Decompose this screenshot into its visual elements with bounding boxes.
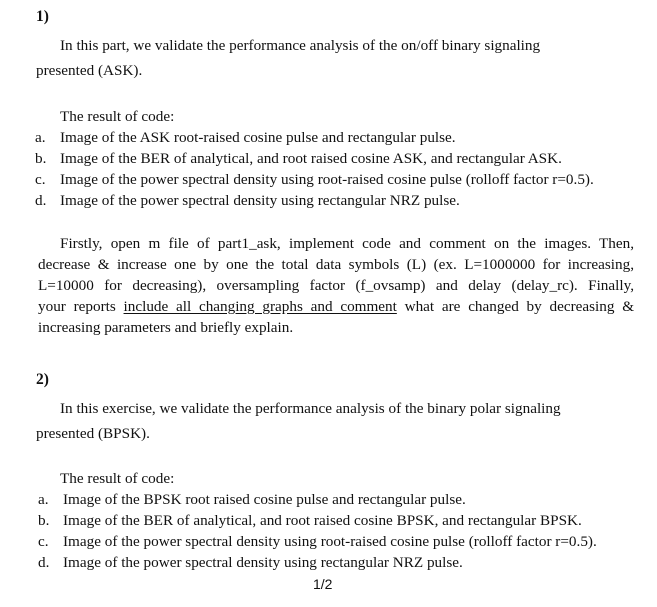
- instructions-line-1: Firstly, open m file of part1_ask, implement code and comment on the images. Then,: [60, 235, 634, 252]
- underlined-requirement: include all changing graphs and comment: [123, 298, 397, 315]
- section-2-item-a-marker: a.: [38, 491, 49, 508]
- section-2-number: 2): [36, 371, 49, 388]
- section-1-item-d-marker: d.: [35, 192, 47, 209]
- section-2-item-b: Image of the BER of analytical, and root raised cosine BPSK, and rectangular BPSK.: [63, 512, 582, 529]
- page-number: 1/2: [313, 576, 333, 592]
- section-2-item-d: Image of the power spectral density using rectangular NRZ pulse.: [63, 554, 463, 571]
- section-1-intro-line-1: In this part, we validate the performance analysis of the on/off binary signaling: [60, 37, 541, 54]
- instructions-line-4: [38, 298, 634, 316]
- section-1-item-c: Image of the power spectral density using root-raised cosine pulse (rolloff factor r=0.5).: [60, 171, 594, 188]
- instructions-line-5: increasing parameters and briefly explain.: [38, 319, 294, 336]
- instructions-line-4-post: what are changed by decreasing &: [396, 298, 635, 315]
- section-2-intro-line-1: In this exercise, we validate the performance analysis of the binary polar signaling: [60, 400, 561, 417]
- section-1-number: 1): [36, 8, 49, 25]
- section-1-item-a-marker: a.: [35, 129, 46, 146]
- section-1-item-a: Image of the ASK root-raised cosine pulse and rectangular pulse.: [60, 129, 456, 146]
- instructions-line-3: L=10000 for decreasing), oversampling factor (f_ovsamp) and delay (delay_rc). Finally,: [38, 277, 634, 294]
- section-2-result-heading: The result of code:: [60, 470, 175, 487]
- section-1-intro-line-2: presented (ASK).: [36, 62, 143, 79]
- instructions-line-4-pre: your reports: [38, 298, 124, 315]
- section-1-result-heading: The result of code:: [60, 108, 175, 125]
- section-1-item-b: Image of the BER of analytical, and root raised cosine ASK, and rectangular ASK.: [60, 150, 562, 167]
- section-1-item-b-marker: b.: [35, 150, 47, 167]
- instructions-line-2: decrease & increase one by one the total data symbols (L) (ex. L=1000000 for increasing,: [38, 256, 634, 273]
- section-2-item-d-marker: d.: [38, 554, 50, 571]
- section-2-intro-line-2: presented (BPSK).: [36, 425, 150, 442]
- section-1-item-c-marker: c.: [35, 171, 46, 188]
- section-2-item-b-marker: b.: [38, 512, 50, 529]
- section-2-item-c: Image of the power spectral density using root-raised cosine pulse (rolloff factor r=0.5).: [63, 533, 597, 550]
- section-1-item-d: Image of the power spectral density using rectangular NRZ pulse.: [60, 192, 460, 209]
- section-2-item-c-marker: c.: [38, 533, 49, 550]
- section-2-item-a: Image of the BPSK root raised cosine pulse and rectangular pulse.: [63, 491, 466, 508]
